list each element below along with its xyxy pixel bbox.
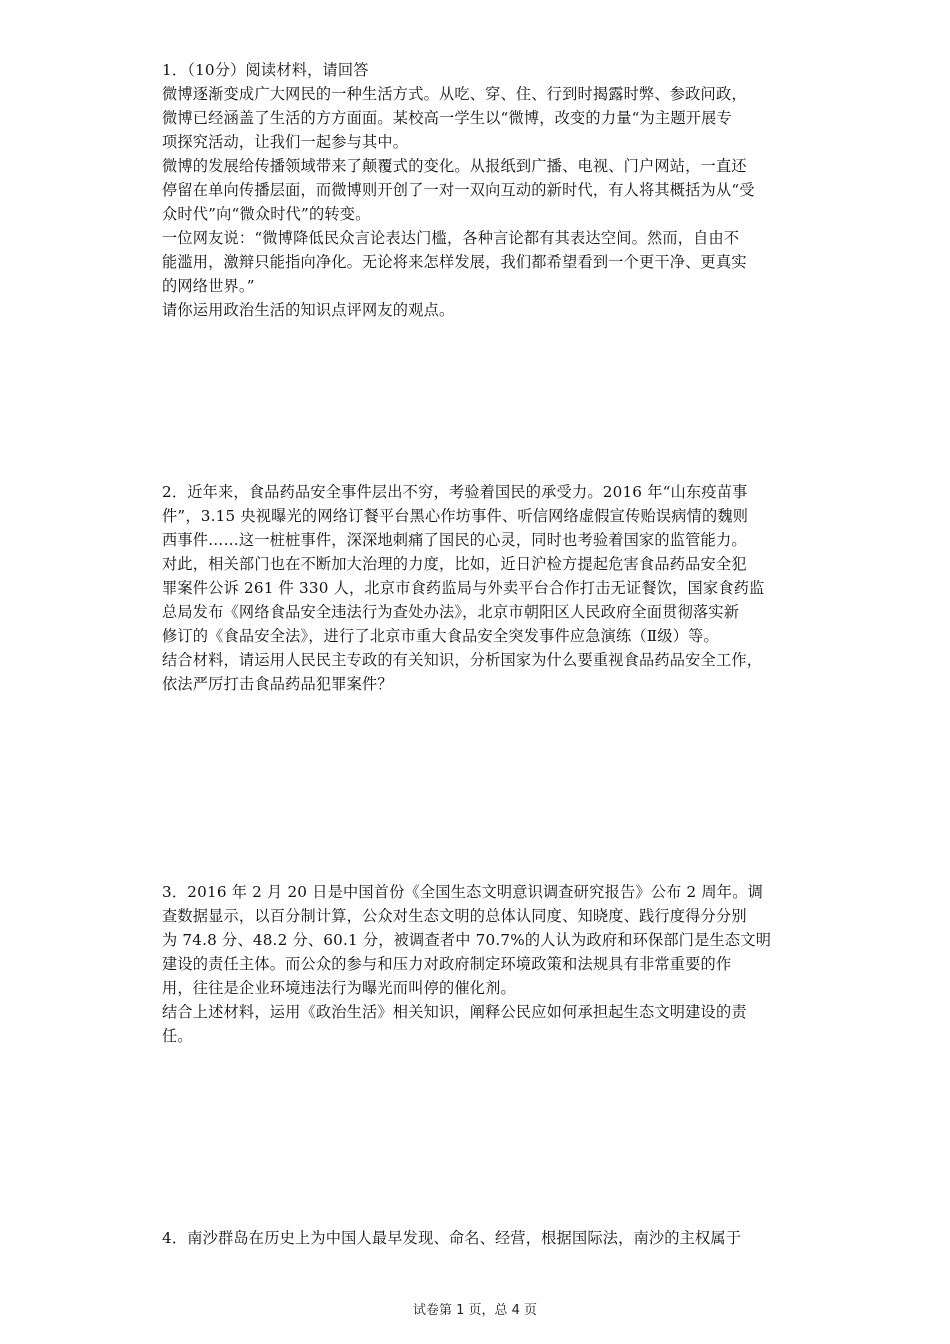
question-line: 对此，相关部门也在不断加大治理的力度，比如，近日沪检方提起危害食品药品安全犯 [162, 555, 747, 573]
question-line: 结合上述材料，运用《政治生活》相关知识，阐释公民应如何承担起生态文明建设的责 [162, 1003, 747, 1021]
question-2 [162, 480, 802, 696]
question-line: 项探究活动，让我们一起参与其中。 [162, 133, 409, 151]
question-line: 2．近年来，食品药品安全事件层出不穷，考验着国民的承受力。2016 年“山东疫苗事 [162, 483, 748, 501]
question-line: 能滥用，激辩只能指向净化。无论将来怎样发展，我们都希望看到一个更干净、更真实 [162, 253, 747, 271]
question-line: 总局发布《网络食品安全违法行为查处办法》，北京市朝阳区人民政府全面贯彻落实新 [162, 603, 740, 621]
question-line: 微博逐渐变成广大网民的一种生活方式。从吃、穿、住、行到时揭露时弊、参政问政， [162, 85, 747, 103]
question-line: 用，往往是企业环境违法行为曝光而叫停的催化剂。 [162, 979, 516, 997]
question-line: 建设的责任主体。而公众的参与和压力对政府制定环境政策和法规具有非常重要的作 [162, 955, 732, 973]
question-1 [162, 58, 802, 322]
question-line: 依法严厉打击食品药品犯罪案件？ [162, 675, 393, 693]
question-4 [162, 1226, 802, 1250]
question-line: 为 74.8 分、48.2 分、60.1 分，被调查者中 70.7%的人认为政府和环保部门是生态文明 [162, 931, 772, 949]
question-line: 3．2016 年 2 月 20 日是中国首份《全国生态文明意识调查研究报告》公布 2 周年。调 [162, 883, 763, 901]
question-line: 任。 [162, 1027, 193, 1045]
question-line: 一位网友说：“微博降低民众言论表达门槛，各种言论都有其表达空间。然而，自由不 [162, 229, 740, 247]
question-line: 罪案件公诉 261 件 330 人，北京市食药监局与外卖平台合作打击无证餐饮，国家食药监 [162, 579, 765, 597]
question-line: 的网络世界。” [162, 277, 255, 295]
question-line: 停留在单向传播层面，而微博则开创了一对一双向互动的新时代，有人将其概括为从“受 [162, 181, 755, 199]
question-line: 微博的发展给传播领域带来了颠覆式的变化。从报纸到广播、电视、门户网站，一直还 [162, 157, 747, 175]
question-3 [162, 880, 802, 1048]
question-line: 件”，3.15 央视曝光的网络订餐平台黑心作坊事件、听信网络虚假宣传贻误病情的魏则 [162, 507, 749, 525]
page-footer: 试卷第 1 页，总 4 页 [412, 1303, 538, 1318]
question-line: 1．（10分）阅读材料，请回答 [162, 61, 369, 79]
question-line: 微博已经涵盖了生活的方方面面。某校高一学生以“微博，改变的力量“为主题开展专 [162, 109, 732, 127]
question-line: 请你运用政治生活的知识点评网友的观点。 [162, 301, 455, 319]
question-line: 结合材料，请运用人民民主专政的有关知识，分析国家为什么要重视食品药品安全工作， [162, 651, 763, 669]
question-line: 西事件……这一桩桩事件，深深地刺痛了国民的心灵，同时也考验着国家的监管能力。 [162, 531, 747, 549]
question-line: 查数据显示，以百分制计算，公众对生态文明的总体认同度、知晓度、践行度得分分别 [162, 907, 747, 925]
question-line: 4．南沙群岛在历史上为中国人最早发现、命名、经营，根据国际法，南沙的主权属于 [162, 1229, 742, 1247]
question-line: 众时代”向“微众时代”的转变。 [162, 205, 371, 223]
question-line: 修订的《食品安全法》，进行了北京市重大食品安全突发事件应急演练（Ⅱ级）等。 [162, 627, 719, 645]
